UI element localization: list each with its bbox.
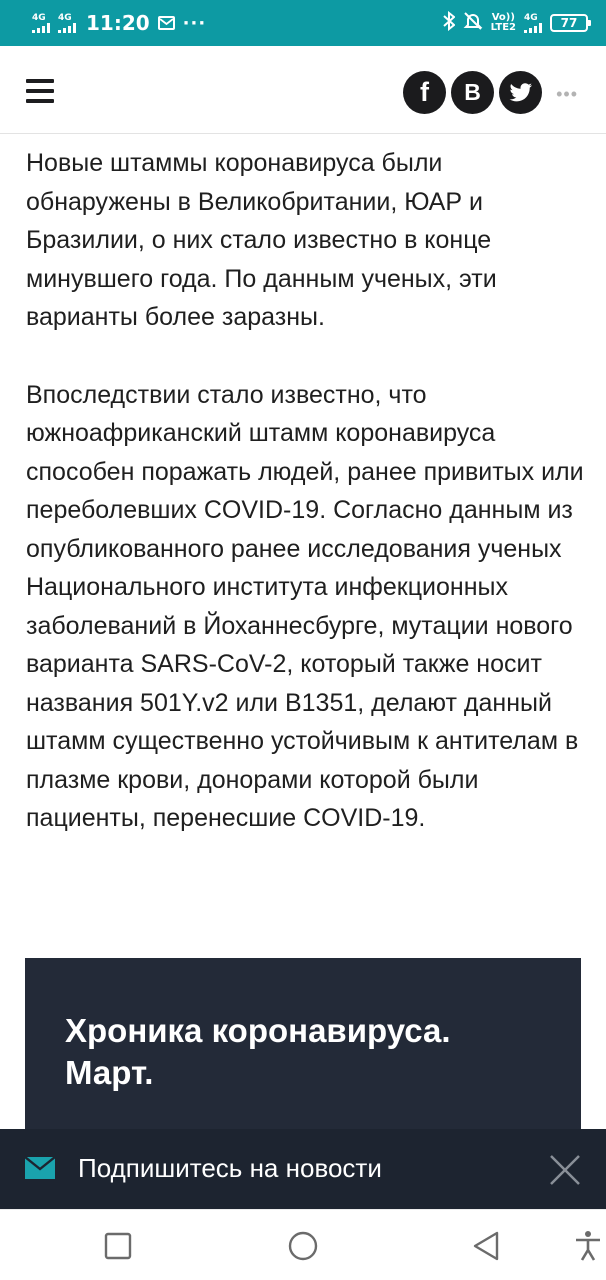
more-options-icon[interactable]: ••• — [556, 84, 578, 104]
related-card-title: Хроника коронавируса. Март. — [65, 1012, 451, 1091]
network-type-1: 4G — [32, 12, 46, 23]
facebook-icon: f — [420, 77, 429, 107]
battery-icon — [550, 14, 588, 32]
network-type-3: 4G — [524, 12, 538, 23]
volte-top: Vo)) — [491, 12, 515, 23]
volte-bottom: LTE2 — [490, 22, 516, 33]
signal-icon — [32, 14, 50, 33]
twitter-icon — [509, 83, 533, 103]
article-paragraph: Впоследствии стало известно, что южноафриканский штамм коронавируса способен поражать людей, ранее привитых или переболевших COVID-19. Согласно данным из опубликованного ранее исследования ученых Национального института инфекционных заболеваний в Йоханнесбурге, мутации нового варианта SARS-CoV-2, который также носит названия 501Y.v2 или B1351, делают данный штамм существенно устойчивым к антителам в плазме крови, донорами которой были пациенты, перенесшие COVID-19. — [26, 380, 584, 832]
signal-icon-2 — [58, 14, 76, 33]
back-icon[interactable] — [470, 1230, 502, 1262]
recent-apps-icon[interactable] — [102, 1230, 134, 1262]
battery-level: 77 — [560, 16, 578, 30]
vk-icon: B — [464, 79, 481, 105]
site-header — [0, 46, 606, 134]
status-bar-left — [32, 11, 206, 35]
home-icon[interactable] — [287, 1230, 319, 1262]
network-type-2: 4G — [58, 12, 72, 23]
close-icon[interactable] — [548, 1153, 582, 1187]
bluetooth-icon — [443, 11, 455, 35]
subscribe-label[interactable]: Подпишитесь на новости — [78, 1153, 382, 1183]
article-paragraph: Новые штаммы коронавируса были обнаружены в Великобритании, ЮАР и Бразилии, о них стало известно в конце минувшего года. По данным ученых, эти варианты более заразны. — [26, 149, 497, 331]
status-bar-right — [443, 11, 588, 35]
mail-icon — [158, 16, 175, 30]
mail-icon — [25, 1157, 55, 1179]
facebook-button[interactable] — [403, 71, 446, 114]
more-notifications: ··· — [182, 12, 207, 34]
subscribe-banner[interactable] — [0, 1129, 606, 1209]
vk-button[interactable] — [451, 71, 494, 114]
status-bar — [0, 0, 606, 46]
article-body — [26, 144, 586, 877]
hamburger-menu-icon[interactable] — [26, 79, 54, 103]
volte-indicator — [491, 13, 516, 33]
related-card[interactable] — [25, 958, 581, 1133]
system-navigation-bar — [0, 1209, 606, 1280]
clock: 11:20 — [86, 11, 150, 35]
twitter-button[interactable] — [499, 71, 542, 114]
social-links — [403, 71, 542, 114]
mute-icon — [463, 11, 483, 35]
accessibility-icon[interactable] — [573, 1230, 603, 1262]
signal-icon-3 — [524, 14, 542, 33]
